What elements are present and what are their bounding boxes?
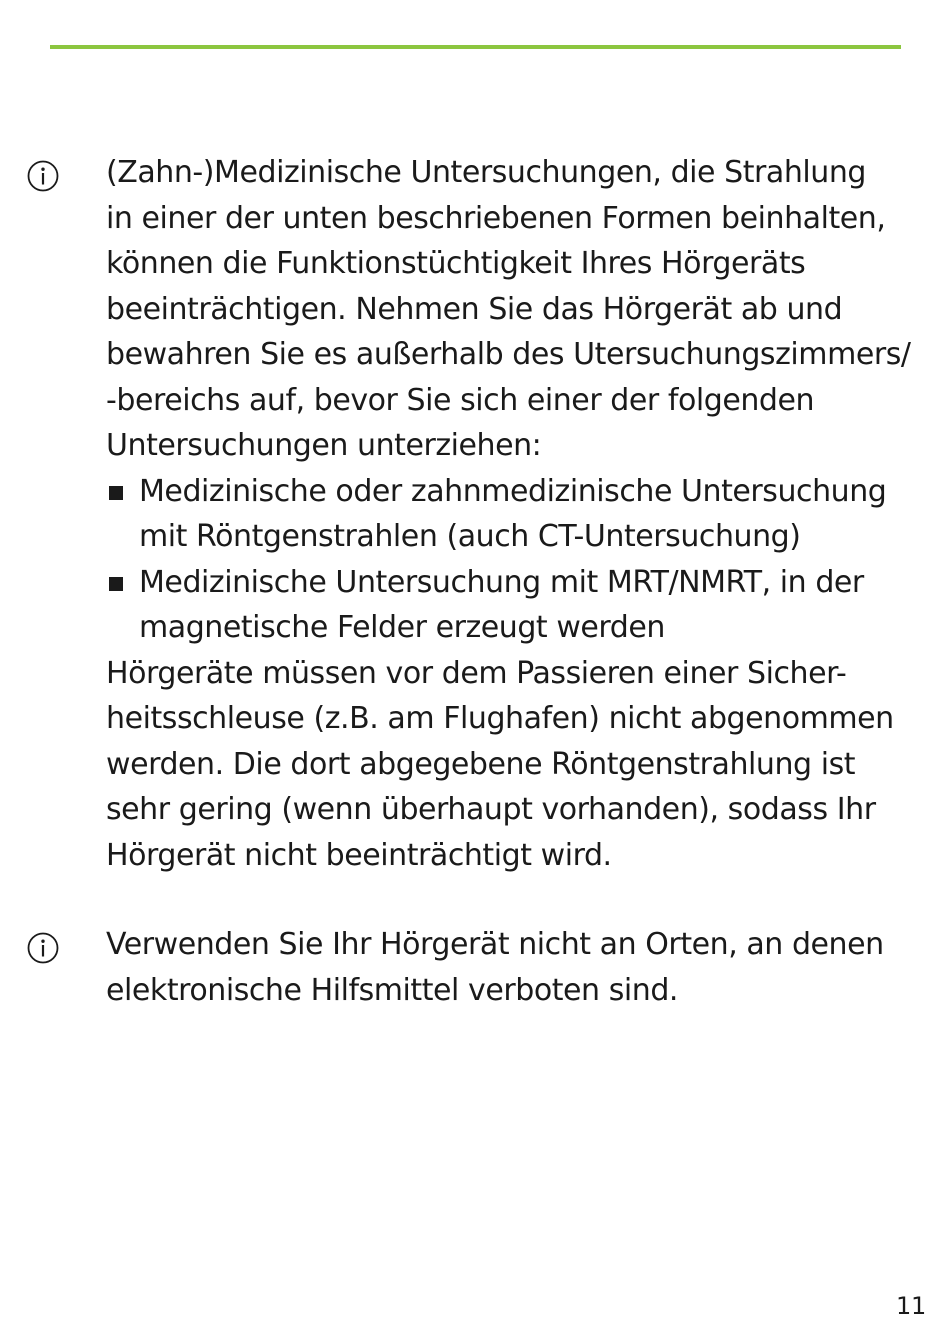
text-line: Hörgeräte müssen vor dem Passieren einer Sicher- bbox=[106, 655, 847, 691]
bullet-text-line: Medizinische oder zahnmedizinische Untersuchung bbox=[139, 473, 887, 509]
square-bullet-icon bbox=[109, 486, 123, 500]
page-number: 11 bbox=[896, 1292, 926, 1320]
notice-paragraph bbox=[106, 922, 936, 1013]
bullet-text-line: mit Röntgenstrahlen (auch CT-Untersuchung) bbox=[139, 519, 801, 554]
text-line: können die Funktionstüchtigkeit Ihres Hörgeräts bbox=[106, 246, 806, 281]
square-bullet-icon bbox=[109, 577, 123, 591]
notice-outro-paragraph bbox=[106, 651, 936, 879]
text-line: sehr gering (wenn überhaupt vorhanden), sodass Ihr bbox=[106, 792, 876, 827]
bullet-item-xray bbox=[106, 469, 936, 560]
text-line: in einer der unten beschriebenen Formen beinhalten, bbox=[106, 200, 886, 236]
text-line: Hörgerät nicht beeinträchtigt wird. bbox=[106, 837, 612, 873]
info-icon bbox=[27, 160, 59, 192]
text-line: -bereichs auf, bevor Sie sich einer der folgenden bbox=[106, 382, 815, 418]
text-line: heitsschleuse (z.B. am Flughafen) nicht abgenommen bbox=[106, 701, 894, 736]
bullet-text-line: Medizinische Untersuchung mit MRT/NMRT, in der bbox=[139, 564, 864, 600]
bullet-text-line: magnetische Felder erzeugt werden bbox=[139, 610, 665, 645]
notice-text bbox=[106, 922, 936, 1013]
text-line: (Zahn-)Medizinische Untersuchungen, die Strahlung bbox=[106, 155, 867, 190]
text-line: werden. Die dort abgegebene Röntgenstrahlung ist bbox=[106, 746, 856, 782]
text-line: Verwenden Sie Ihr Hörgerät nicht an Orten, an denen bbox=[106, 927, 884, 962]
notice-text bbox=[106, 150, 936, 878]
top-accent-rule bbox=[50, 45, 901, 49]
text-line: Untersuchungen unterziehen: bbox=[106, 428, 542, 463]
text-line: bewahren Sie es außerhalb des Utersuchungszimmers/ bbox=[106, 337, 911, 372]
text-line: beeinträchtigen. Nehmen Sie das Hörgerät ab und bbox=[106, 291, 843, 327]
notice-intro-paragraph bbox=[106, 150, 936, 469]
text-line: elektronische Hilfsmittel verboten sind. bbox=[106, 972, 678, 1008]
info-icon bbox=[27, 932, 59, 964]
bullet-item-mri bbox=[106, 560, 936, 651]
